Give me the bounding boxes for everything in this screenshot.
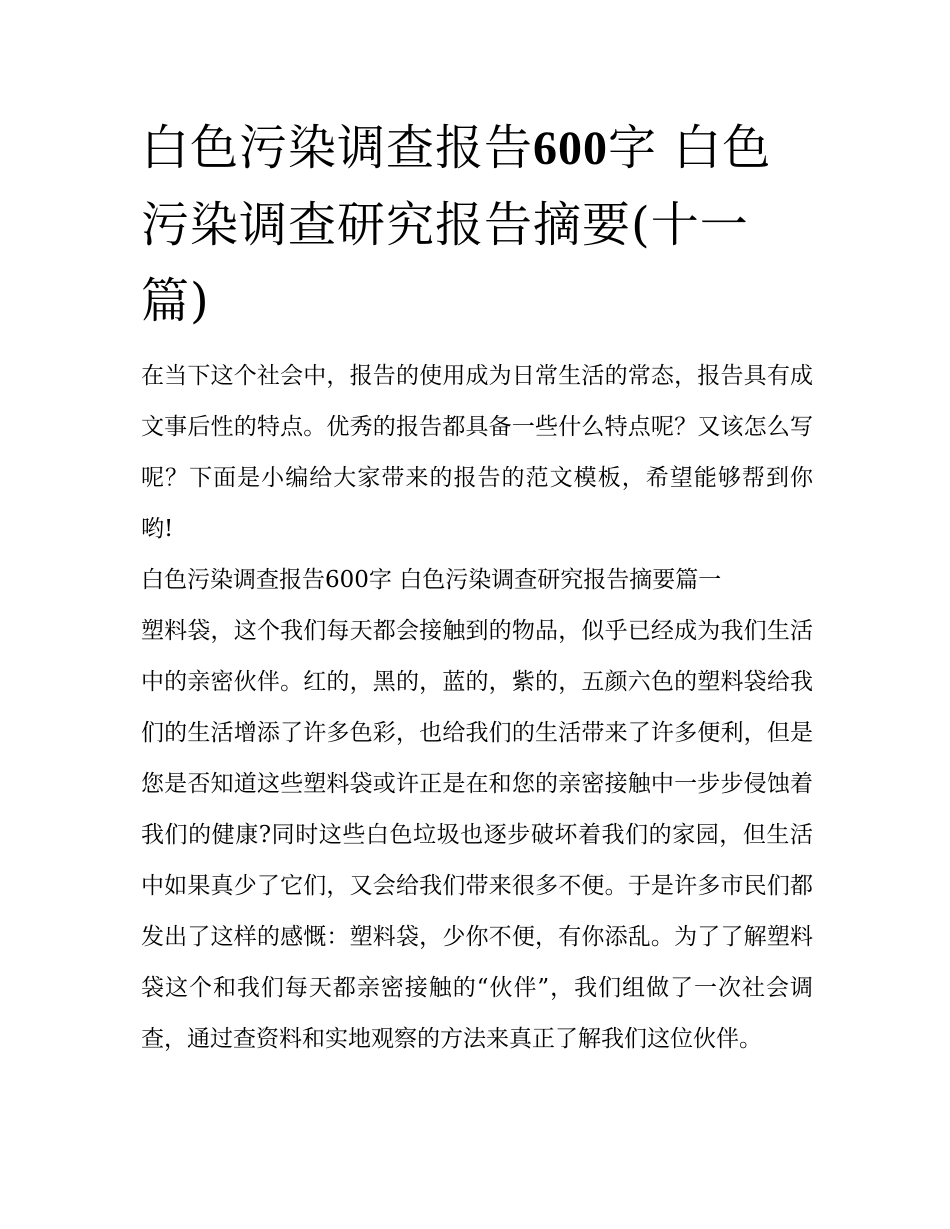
title-part-2: 字 白色污染调查研究报告摘要(十一篇) — [141, 120, 772, 329]
section-heading: 白色污染调查报告600字 白色污染调查研究报告摘要篇一 — [141, 567, 722, 593]
title-number: 600 — [533, 122, 609, 175]
intro-paragraph: 在当下这个社会中，报告的使用成为日常生活的常态，报告具有成文事后性的特点。优秀的报告都具备一些什么特点呢？又该怎么写呢？下面是小编给大家带来的报告的范文模板，希望能够帮到你哟! — [141, 363, 813, 542]
body-paragraph: 塑料袋，这个我们每天都会接触到的物品，似乎已经成为我们生活中的亲密伙伴。红的，黑的，蓝的，紫的，五颜六色的塑料袋给我们的生活增添了许多色彩，也给我们的生活带来了许多便利，但是您是否知道这些塑料袋或许正是在和您的亲密接触中一步步侵蚀着我们的健康?同时这些白色垃圾也逐步破坏着我们的家园，但生活中如果真少了它们，又会给我们带来很多不便。于是许多市民们都发出了这样的感慨：塑料袋，少你不便，有你添乱。为了了解塑料袋这个和我们每天都亲密接触的“伙伴”，我们组做了一次社会调查，通过查资料和实地观察的方法来真正了解我们这位伙伴。 — [141, 618, 813, 1052]
title-part-1: 白色污染调查报告 — [141, 120, 534, 176]
document-title — [141, 110, 813, 339]
document-content — [141, 110, 813, 1065]
